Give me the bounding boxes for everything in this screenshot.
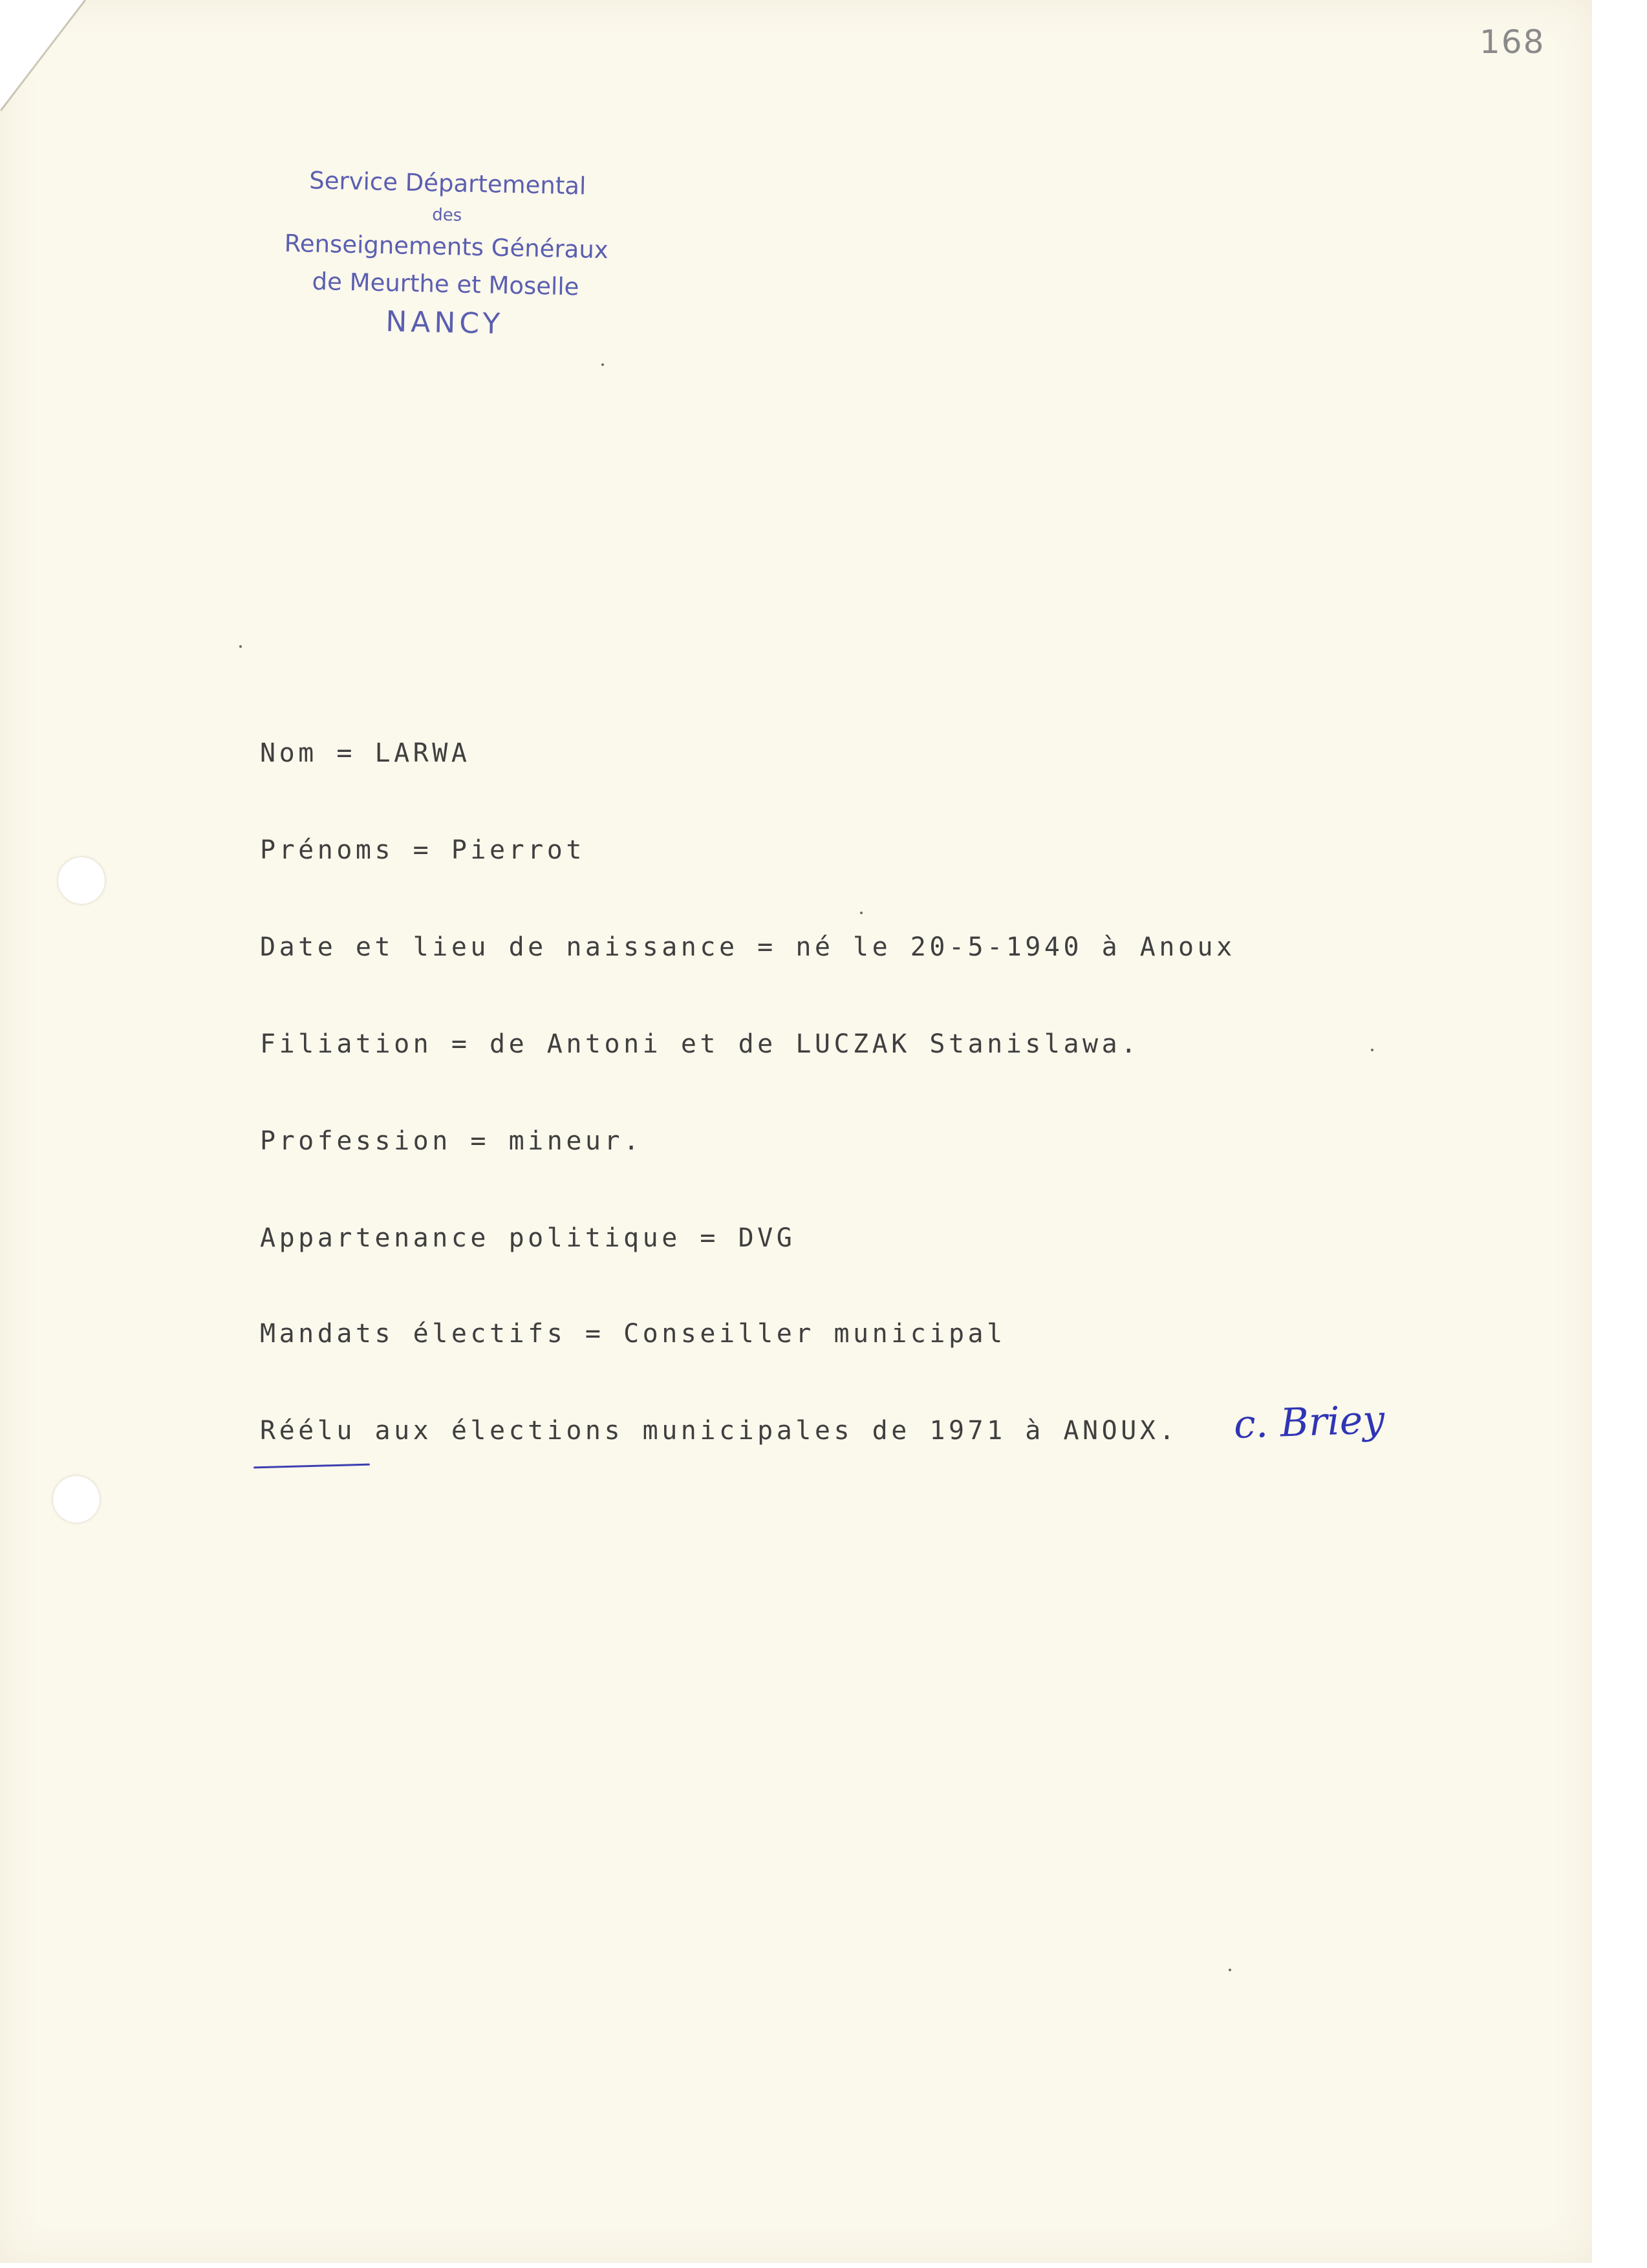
handwritten-annotation: c. Briey xyxy=(1233,1396,1386,1448)
record-value: de Antoni et de LUCZAK Stanislawa. xyxy=(490,1029,1140,1059)
stamp-line-department: de Meurthe et Moselle xyxy=(312,267,579,301)
record-separator: = xyxy=(451,1126,509,1156)
record-label: Appartenance politique xyxy=(260,1223,681,1253)
record-value: mineur. xyxy=(508,1126,643,1156)
stamp-line-service: Service Départemental xyxy=(308,166,587,200)
record-line-profession xyxy=(260,1126,643,1156)
paper-speck xyxy=(1229,1969,1231,1971)
paper-speck xyxy=(601,363,604,366)
paper-speck xyxy=(860,912,863,914)
record-line-prenoms xyxy=(260,835,585,865)
record-label: Mandats électifs xyxy=(260,1319,566,1349)
record-line-mandats xyxy=(260,1319,1006,1349)
record-value: né le 20-5-1940 à Anoux xyxy=(795,932,1236,962)
page-number: 168 xyxy=(1480,23,1545,61)
record-line-naissance xyxy=(260,932,1236,962)
record-separator: = xyxy=(566,1319,624,1349)
punch-hole-bottom xyxy=(53,1476,100,1523)
paper-speck xyxy=(1371,1049,1373,1051)
record-separator: = xyxy=(680,1223,738,1253)
record-label: Profession xyxy=(260,1126,451,1156)
scan-margin xyxy=(1592,0,1647,2268)
record-separator: = xyxy=(432,1029,490,1059)
record-line-nom xyxy=(260,738,470,768)
stamp-line-city: NANCY xyxy=(385,305,504,341)
record-separator: = xyxy=(394,835,451,865)
record-label: Filiation xyxy=(260,1029,433,1059)
record-value: DVG xyxy=(738,1223,796,1253)
paper-speck xyxy=(239,645,242,648)
agency-stamp xyxy=(270,161,623,347)
record-value: Conseiller municipal xyxy=(623,1319,1006,1349)
record-separator: = xyxy=(317,738,375,768)
record-label: Date et lieu de naissance xyxy=(260,932,738,962)
record-label: Prénoms xyxy=(260,835,394,865)
record-separator: = xyxy=(738,932,796,962)
punch-hole-top xyxy=(58,857,105,904)
record-line-politique xyxy=(260,1223,795,1253)
reelection-note: Réélu aux élections municipales de 1971 à ANOUX. xyxy=(260,1416,1178,1446)
record-line-filiation xyxy=(260,1029,1140,1059)
record-value: Pierrot xyxy=(451,835,585,865)
stamp-line-des: des xyxy=(431,205,462,226)
record-label: Nom xyxy=(260,738,318,768)
stamp-line-renseignements: Renseignements Généraux xyxy=(284,229,609,264)
record-value: LARWA xyxy=(374,738,471,768)
